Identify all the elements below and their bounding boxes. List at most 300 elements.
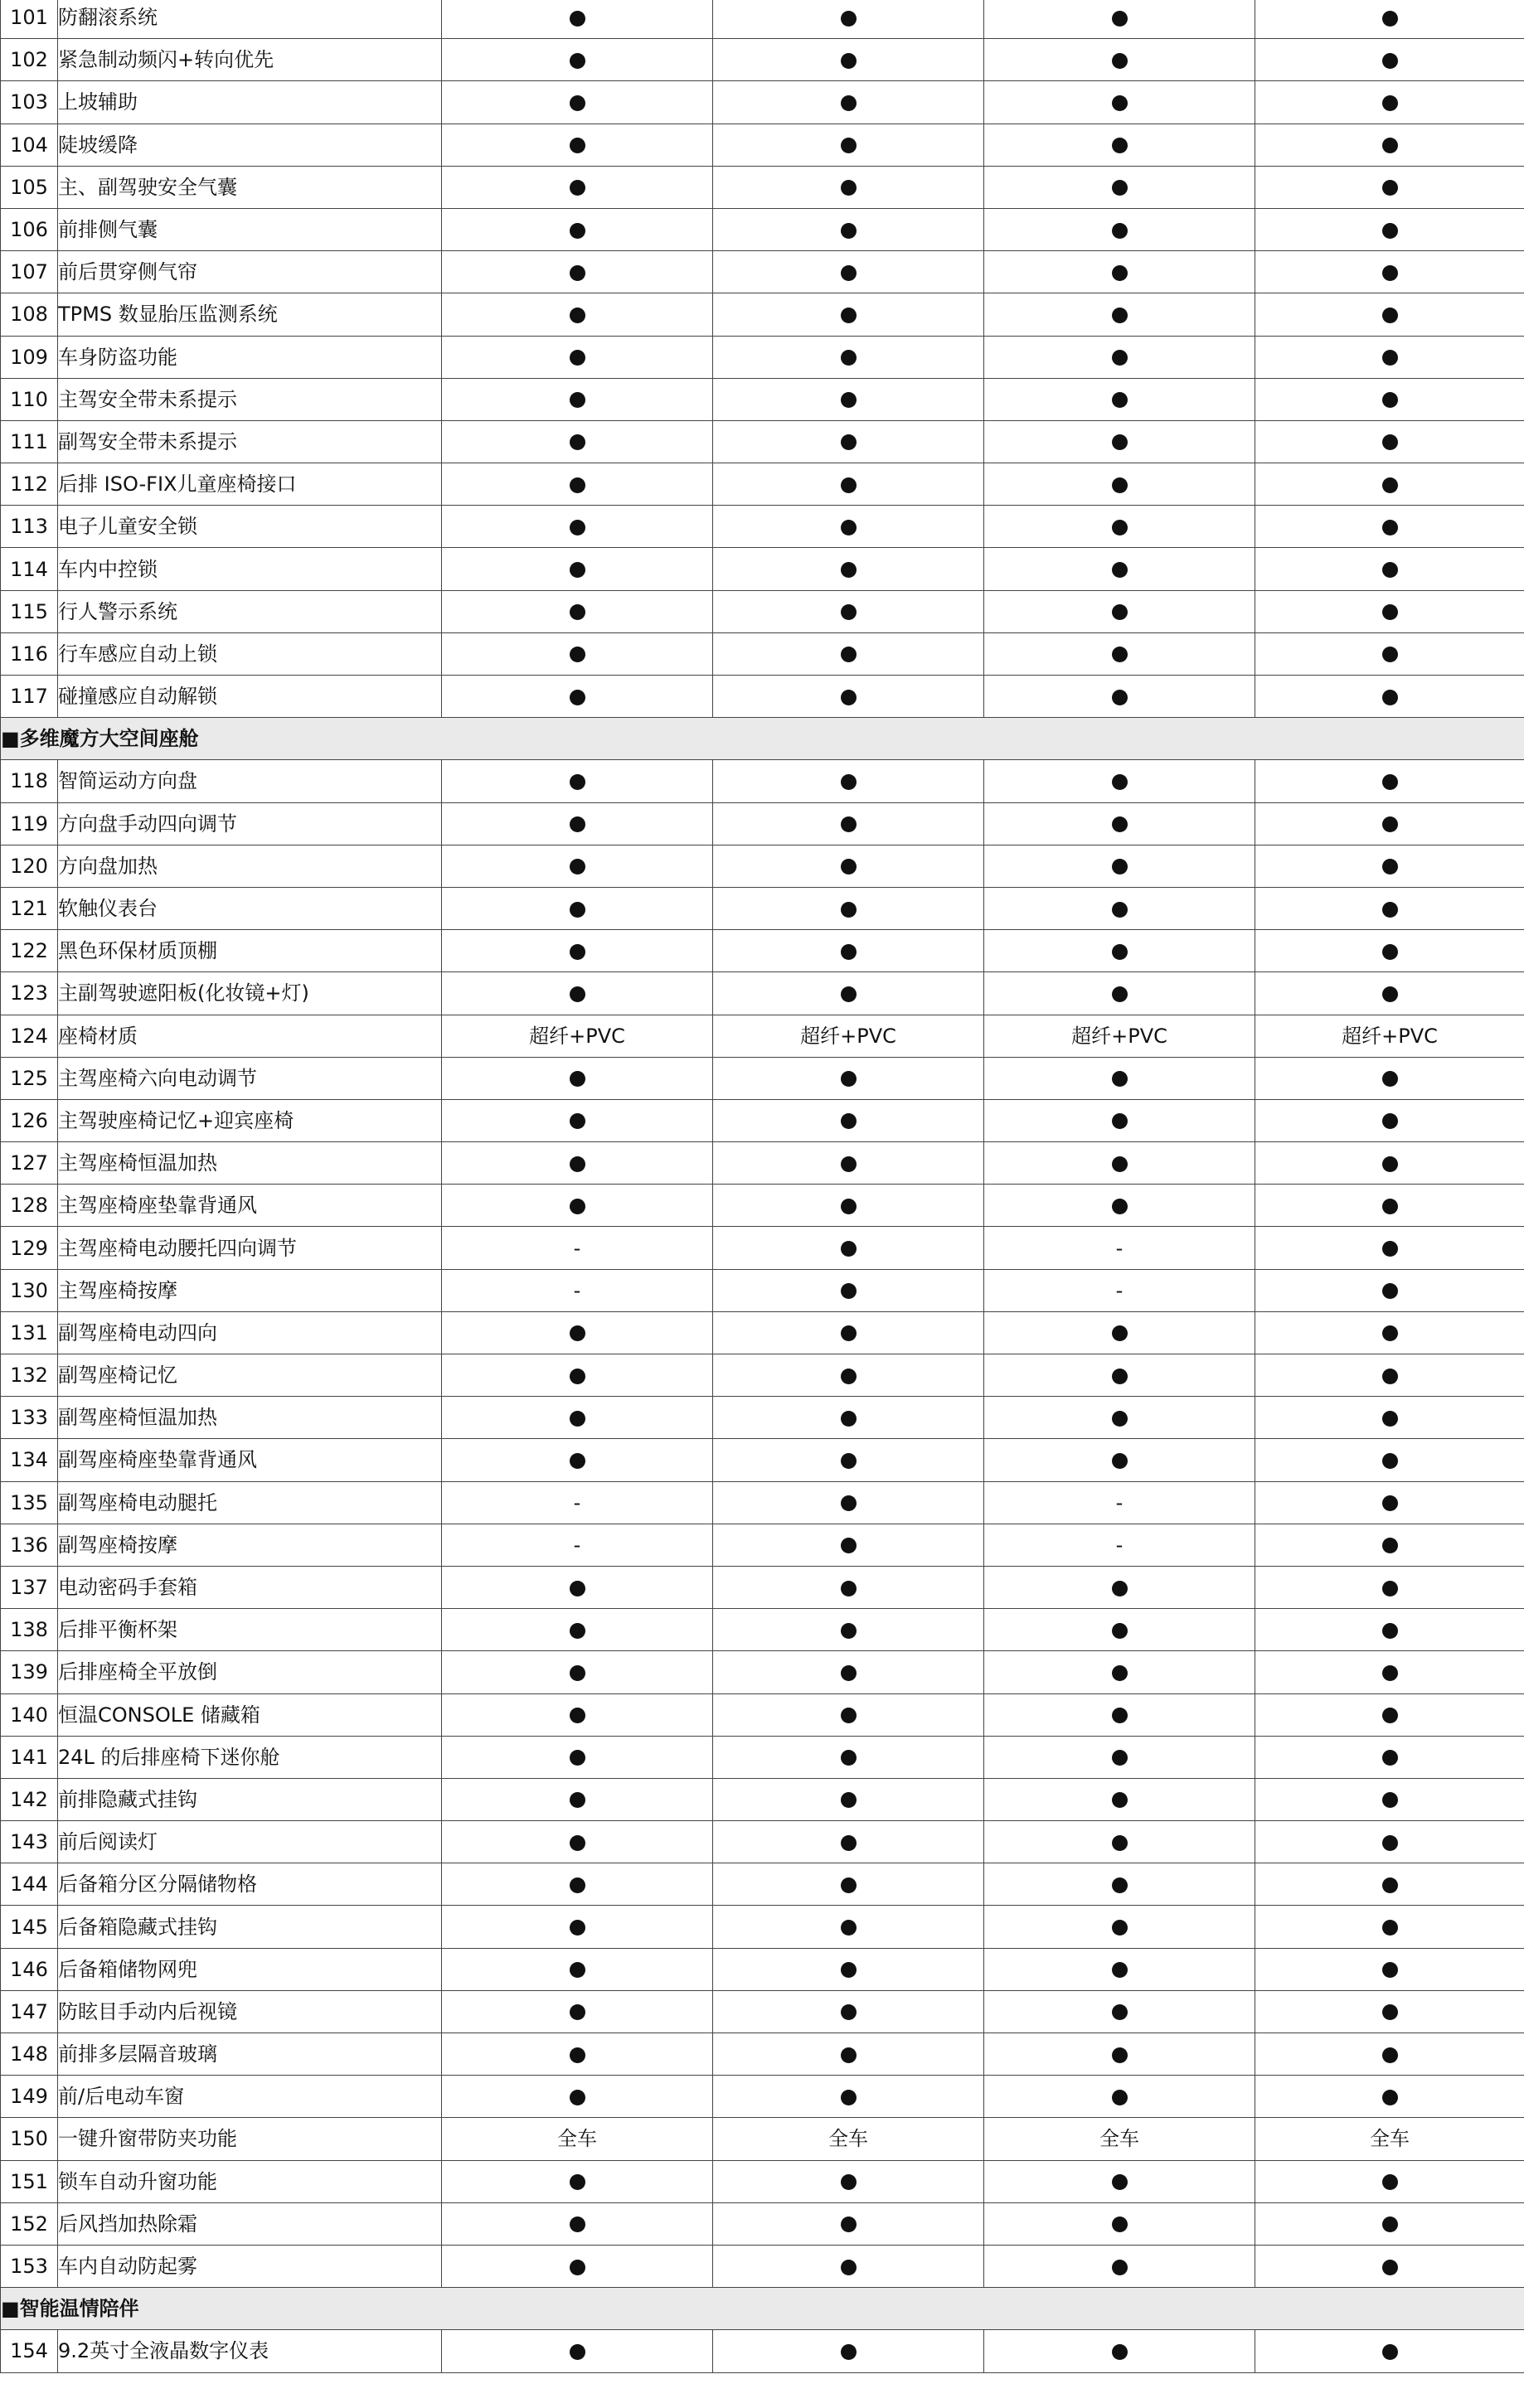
- trim-value-2: [713, 1354, 984, 1397]
- included-dot-icon: [1382, 350, 1398, 366]
- included-dot-icon: [1382, 1283, 1398, 1299]
- row-number: 106: [1, 208, 58, 250]
- trim-value-4: [1255, 1142, 1524, 1185]
- feature-name: 9.2英寸全液晶数字仪表: [58, 2330, 442, 2372]
- trim-value-3: [984, 1821, 1255, 1863]
- trim-value-4: [1255, 1397, 1524, 1439]
- trim-value-4: [1255, 1778, 1524, 1820]
- section-header: [1, 718, 1524, 760]
- table-row: [1, 81, 1524, 124]
- included-dot-icon: [841, 774, 857, 790]
- included-dot-icon: [1382, 1877, 1398, 1893]
- row-number: 121: [1, 887, 58, 929]
- feature-name: 智简运动方向盘: [58, 760, 442, 802]
- trim-value-2: [713, 0, 984, 39]
- included-dot-icon: [841, 392, 857, 408]
- trim-value-2: [713, 2033, 984, 2076]
- included-dot-icon: [1382, 562, 1398, 578]
- included-dot-icon: [570, 1877, 585, 1893]
- included-dot-icon: [841, 1156, 857, 1172]
- trim-value-1: [442, 1439, 713, 1481]
- trim-value-1: -: [442, 1524, 713, 1566]
- row-number: 125: [1, 1057, 58, 1099]
- table-row: [1, 845, 1524, 887]
- included-dot-icon: [570, 562, 585, 578]
- included-dot-icon: [1382, 1538, 1398, 1553]
- feature-name: 前后阅读灯: [58, 1821, 442, 1863]
- table-row: [1, 378, 1524, 420]
- feature-name: 前排多层隔音玻璃: [58, 2033, 442, 2076]
- included-dot-icon: [1112, 350, 1128, 366]
- table-row: [1, 251, 1524, 293]
- feature-name: 防眩目手动内后视镜: [58, 1990, 442, 2033]
- trim-value-1: [442, 1609, 713, 1651]
- included-dot-icon: [841, 477, 857, 493]
- included-dot-icon: [841, 1199, 857, 1214]
- trim-value-3: [984, 802, 1255, 845]
- included-dot-icon: [1112, 1071, 1128, 1087]
- included-dot-icon: [1382, 774, 1398, 790]
- trim-value-3: [984, 1736, 1255, 1778]
- row-number: 152: [1, 2202, 58, 2245]
- trim-value-4: [1255, 81, 1524, 124]
- included-dot-icon: [841, 986, 857, 1002]
- included-dot-icon: [570, 1665, 585, 1681]
- table-row: [1, 1397, 1524, 1439]
- trim-value-4: 全车: [1255, 2118, 1524, 2160]
- included-dot-icon: [841, 604, 857, 620]
- included-dot-icon: [1382, 944, 1398, 960]
- trim-value-2: [713, 1821, 984, 1863]
- included-dot-icon: [1382, 1199, 1398, 1214]
- included-dot-icon: [1382, 1071, 1398, 1087]
- trim-value-3: [984, 2330, 1255, 2372]
- included-dot-icon: [1382, 2174, 1398, 2190]
- included-dot-icon: [841, 1623, 857, 1639]
- table-row: [1, 1142, 1524, 1185]
- row-number: 123: [1, 972, 58, 1015]
- trim-value-2: [713, 1524, 984, 1566]
- row-number: 108: [1, 293, 58, 336]
- trim-value-4: [1255, 590, 1524, 632]
- included-dot-icon: [841, 53, 857, 69]
- feature-name: 后备箱分区分隔储物格: [58, 1863, 442, 1906]
- trim-value-2: [713, 463, 984, 506]
- row-number: 131: [1, 1311, 58, 1354]
- feature-name: 前/后电动车窗: [58, 2076, 442, 2118]
- row-number: 114: [1, 548, 58, 590]
- included-dot-icon: [1382, 1369, 1398, 1384]
- table-row: [1, 1778, 1524, 1820]
- trim-value-2: [713, 845, 984, 887]
- included-dot-icon: [570, 138, 585, 153]
- included-dot-icon: [1112, 944, 1128, 960]
- included-dot-icon: [1112, 2047, 1128, 2063]
- table-row: [1, 1651, 1524, 1693]
- trim-value-3: [984, 1651, 1255, 1693]
- trim-value-4: [1255, 1057, 1524, 1099]
- included-dot-icon: [1112, 986, 1128, 1002]
- included-dot-icon: [570, 604, 585, 620]
- trim-value-2: [713, 1057, 984, 1099]
- trim-value-3: [984, 420, 1255, 463]
- included-dot-icon: [570, 1792, 585, 1808]
- trim-value-3: [984, 463, 1255, 506]
- included-dot-icon: [841, 1495, 857, 1511]
- feature-name: 陡坡缓降: [58, 124, 442, 166]
- feature-name: 车内自动防起雾: [58, 2245, 442, 2287]
- trim-value-3: [984, 0, 1255, 39]
- feature-name: 后备箱隐藏式挂钩: [58, 1906, 442, 1948]
- included-dot-icon: [1382, 902, 1398, 918]
- included-dot-icon: [1112, 2004, 1128, 2020]
- feature-name: 后排座椅全平放倒: [58, 1651, 442, 1693]
- feature-name: 软触仪表台: [58, 887, 442, 929]
- section-title: ■智能温情陪伴: [1, 2288, 1524, 2330]
- trim-value-3: [984, 887, 1255, 929]
- feature-name: 主驾驶座椅记忆+迎宾座椅: [58, 1099, 442, 1141]
- trim-value-2: [713, 420, 984, 463]
- trim-value-2: [713, 760, 984, 802]
- included-dot-icon: [1382, 53, 1398, 69]
- included-dot-icon: [1112, 774, 1128, 790]
- trim-value-3: [984, 845, 1255, 887]
- included-dot-icon: [1112, 1411, 1128, 1427]
- row-number: 110: [1, 378, 58, 420]
- trim-value-3: [984, 1863, 1255, 1906]
- feature-name: 座椅材质: [58, 1015, 442, 1057]
- row-number: 142: [1, 1778, 58, 1820]
- feature-name: 前后贯穿侧气帘: [58, 251, 442, 293]
- trim-value-2: [713, 39, 984, 81]
- feature-name: 电子儿童安全锁: [58, 506, 442, 548]
- included-dot-icon: [1382, 1453, 1398, 1469]
- trim-value-2: [713, 590, 984, 632]
- included-dot-icon: [841, 265, 857, 281]
- row-number: 104: [1, 124, 58, 166]
- feature-name: 后排平衡杯架: [58, 1609, 442, 1651]
- feature-name: 副驾座椅按摩: [58, 1524, 442, 1566]
- included-dot-icon: [1382, 180, 1398, 196]
- trim-value-3: [984, 1566, 1255, 1608]
- trim-value-4: [1255, 420, 1524, 463]
- included-dot-icon: [841, 95, 857, 111]
- trim-value-4: [1255, 1693, 1524, 1736]
- feature-name: 一键升窗带防夹功能: [58, 2118, 442, 2160]
- trim-value-2: [713, 1863, 984, 1906]
- trim-value-4: [1255, 1609, 1524, 1651]
- included-dot-icon: [570, 1708, 585, 1723]
- trim-value-2: [713, 124, 984, 166]
- included-dot-icon: [1382, 604, 1398, 620]
- table-row: [1, 676, 1524, 718]
- row-number: 101: [1, 0, 58, 39]
- trim-value-1: [442, 1948, 713, 1990]
- trim-value-2: [713, 336, 984, 378]
- included-dot-icon: [570, 2217, 585, 2232]
- trim-value-3: [984, 1990, 1255, 2033]
- trim-value-3: [984, 1439, 1255, 1481]
- trim-value-1: [442, 887, 713, 929]
- trim-value-2: 超纤+PVC: [713, 1015, 984, 1057]
- row-number: 128: [1, 1185, 58, 1227]
- included-dot-icon: [1382, 392, 1398, 408]
- included-dot-icon: [841, 1962, 857, 1978]
- included-dot-icon: [1112, 1453, 1128, 1469]
- row-number: 118: [1, 760, 58, 802]
- feature-name: 副驾座椅记忆: [58, 1354, 442, 1397]
- row-number: 135: [1, 1481, 58, 1524]
- trim-value-1: [442, 760, 713, 802]
- included-dot-icon: [841, 859, 857, 875]
- trim-value-3: [984, 293, 1255, 336]
- included-dot-icon: [570, 1920, 585, 1936]
- included-dot-icon: [841, 2174, 857, 2190]
- trim-value-1: [442, 930, 713, 972]
- feature-name: 行人警示系统: [58, 590, 442, 632]
- trim-value-3: [984, 1354, 1255, 1397]
- trim-value-2: [713, 1948, 984, 1990]
- row-number: 127: [1, 1142, 58, 1185]
- trim-value-2: [713, 1397, 984, 1439]
- trim-value-1: [442, 1057, 713, 1099]
- included-dot-icon: [570, 434, 585, 450]
- trim-value-2: [713, 676, 984, 718]
- included-dot-icon: [570, 2344, 585, 2360]
- included-dot-icon: [570, 859, 585, 875]
- feature-name: 上坡辅助: [58, 81, 442, 124]
- trim-value-1: [442, 420, 713, 463]
- trim-value-1: [442, 251, 713, 293]
- trim-value-4: 超纤+PVC: [1255, 1015, 1524, 1057]
- trim-value-4: [1255, 1863, 1524, 1906]
- included-dot-icon: [570, 1369, 585, 1384]
- trim-value-2: [713, 632, 984, 675]
- trim-value-4: [1255, 2033, 1524, 2076]
- trim-value-2: [713, 2202, 984, 2245]
- included-dot-icon: [1382, 2344, 1398, 2360]
- row-number: 138: [1, 1609, 58, 1651]
- trim-value-3: [984, 336, 1255, 378]
- feature-name: 锁车自动升窗功能: [58, 2160, 442, 2202]
- trim-value-1: 超纤+PVC: [442, 1015, 713, 1057]
- trim-value-2: [713, 930, 984, 972]
- trim-value-3: [984, 1185, 1255, 1227]
- included-dot-icon: [841, 1792, 857, 1808]
- trim-value-1: [442, 208, 713, 250]
- feature-name: 主驾座椅按摩: [58, 1269, 442, 1311]
- included-dot-icon: [1382, 1792, 1398, 1808]
- table-row: [1, 1185, 1524, 1227]
- feature-name: 防翻滚系统: [58, 0, 442, 39]
- row-number: 154: [1, 2330, 58, 2372]
- included-dot-icon: [841, 2260, 857, 2275]
- row-number: 153: [1, 2245, 58, 2287]
- trim-value-3: [984, 760, 1255, 802]
- included-dot-icon: [1382, 2004, 1398, 2020]
- included-dot-icon: [570, 944, 585, 960]
- row-number: 144: [1, 1863, 58, 1906]
- included-dot-icon: [1382, 1113, 1398, 1129]
- trim-value-3: [984, 208, 1255, 250]
- included-dot-icon: [841, 1538, 857, 1553]
- row-number: 136: [1, 1524, 58, 1566]
- included-dot-icon: [1112, 902, 1128, 918]
- included-dot-icon: [841, 902, 857, 918]
- table-row: [1, 0, 1524, 39]
- trim-value-1: [442, 632, 713, 675]
- trim-value-1: [442, 1651, 713, 1693]
- included-dot-icon: [570, 1113, 585, 1129]
- trim-value-2: [713, 208, 984, 250]
- included-dot-icon: [1112, 434, 1128, 450]
- trim-value-3: [984, 590, 1255, 632]
- trim-value-2: [713, 1481, 984, 1524]
- row-number: 122: [1, 930, 58, 972]
- trim-value-1: [442, 1693, 713, 1736]
- table-row: [1, 1990, 1524, 2033]
- trim-value-4: [1255, 2202, 1524, 2245]
- table-row: [1, 2330, 1524, 2372]
- row-number: 146: [1, 1948, 58, 1990]
- included-dot-icon: [1382, 1962, 1398, 1978]
- included-dot-icon: [1112, 1325, 1128, 1341]
- feature-name: 紧急制动频闪+转向优先: [58, 39, 442, 81]
- row-number: 141: [1, 1736, 58, 1778]
- row-number: 134: [1, 1439, 58, 1481]
- included-dot-icon: [570, 1156, 585, 1172]
- included-dot-icon: [570, 520, 585, 535]
- table-row: [1, 166, 1524, 208]
- row-number: 129: [1, 1227, 58, 1269]
- included-dot-icon: [1382, 434, 1398, 450]
- trim-value-2: [713, 1311, 984, 1354]
- trim-value-1: [442, 81, 713, 124]
- trim-value-4: [1255, 1354, 1524, 1397]
- trim-value-4: [1255, 506, 1524, 548]
- feature-name: 副驾座椅座垫靠背通风: [58, 1439, 442, 1481]
- included-dot-icon: [841, 138, 857, 153]
- included-dot-icon: [1112, 1877, 1128, 1893]
- feature-name: 恒温CONSOLE 储藏箱: [58, 1693, 442, 1736]
- row-number: 116: [1, 632, 58, 675]
- row-number: 126: [1, 1099, 58, 1141]
- row-number: 103: [1, 81, 58, 124]
- included-dot-icon: [570, 1962, 585, 1978]
- row-number: 113: [1, 506, 58, 548]
- trim-value-1: [442, 1736, 713, 1778]
- included-dot-icon: [570, 11, 585, 27]
- trim-value-4: [1255, 208, 1524, 250]
- included-dot-icon: [570, 265, 585, 281]
- trim-value-1: [442, 1906, 713, 1948]
- included-dot-icon: [570, 1071, 585, 1087]
- trim-value-3: [984, 506, 1255, 548]
- trim-value-1: [442, 1142, 713, 1185]
- trim-value-4: [1255, 1439, 1524, 1481]
- trim-value-4: [1255, 463, 1524, 506]
- row-number: 137: [1, 1566, 58, 1608]
- trim-value-2: [713, 1185, 984, 1227]
- included-dot-icon: [1382, 11, 1398, 27]
- trim-value-3: [984, 1609, 1255, 1651]
- row-number: 107: [1, 251, 58, 293]
- included-dot-icon: [841, 2090, 857, 2105]
- trim-value-4: [1255, 166, 1524, 208]
- trim-value-4: [1255, 548, 1524, 590]
- included-dot-icon: [841, 1453, 857, 1469]
- row-number: 130: [1, 1269, 58, 1311]
- trim-value-3: [984, 1142, 1255, 1185]
- feature-name: 副驾座椅电动腿托: [58, 1481, 442, 1524]
- included-dot-icon: [841, 647, 857, 662]
- included-dot-icon: [1382, 1835, 1398, 1851]
- table-row: [1, 124, 1524, 166]
- included-dot-icon: [1112, 477, 1128, 493]
- feature-name: 主驾座椅座垫靠背通风: [58, 1185, 442, 1227]
- trim-value-2: 全车: [713, 2118, 984, 2160]
- included-dot-icon: [570, 2090, 585, 2105]
- trim-value-1: [442, 2033, 713, 2076]
- row-number: 124: [1, 1015, 58, 1057]
- trim-value-3: [984, 1397, 1255, 1439]
- trim-value-2: [713, 1566, 984, 1608]
- feature-name: 24L 的后排座椅下迷你舱: [58, 1736, 442, 1778]
- trim-value-1: [442, 1311, 713, 1354]
- included-dot-icon: [1382, 1241, 1398, 1257]
- included-dot-icon: [841, 223, 857, 239]
- table-row: [1, 1821, 1524, 1863]
- included-dot-icon: [841, 1071, 857, 1087]
- included-dot-icon: [1382, 1920, 1398, 1936]
- trim-value-2: [713, 1990, 984, 2033]
- trim-value-3: [984, 548, 1255, 590]
- trim-value-3: [984, 972, 1255, 1015]
- trim-value-2: [713, 1778, 984, 1820]
- trim-value-2: [713, 548, 984, 590]
- trim-value-2: [713, 506, 984, 548]
- included-dot-icon: [570, 816, 585, 832]
- table-row: [1, 1863, 1524, 1906]
- trim-value-2: [713, 2160, 984, 2202]
- row-number: 140: [1, 1693, 58, 1736]
- trim-value-4: [1255, 1227, 1524, 1269]
- included-dot-icon: [1112, 11, 1128, 27]
- included-dot-icon: [841, 1113, 857, 1129]
- trim-value-2: [713, 1099, 984, 1141]
- table-row: [1, 293, 1524, 336]
- included-dot-icon: [1382, 308, 1398, 323]
- trim-value-2: [713, 81, 984, 124]
- included-dot-icon: [1112, 859, 1128, 875]
- trim-value-3: [984, 1906, 1255, 1948]
- included-dot-icon: [1112, 1113, 1128, 1129]
- trim-value-1: [442, 1099, 713, 1141]
- included-dot-icon: [841, 2344, 857, 2360]
- included-dot-icon: [570, 1453, 585, 1469]
- row-number: 111: [1, 420, 58, 463]
- table-row: [1, 1227, 1524, 1269]
- trim-value-4: [1255, 1651, 1524, 1693]
- included-dot-icon: [1382, 2090, 1398, 2105]
- included-dot-icon: [841, 1325, 857, 1341]
- included-dot-icon: [1112, 1920, 1128, 1936]
- included-dot-icon: [1112, 816, 1128, 832]
- row-number: 102: [1, 39, 58, 81]
- included-dot-icon: [841, 434, 857, 450]
- table-row: [1, 1948, 1524, 1990]
- included-dot-icon: [1112, 180, 1128, 196]
